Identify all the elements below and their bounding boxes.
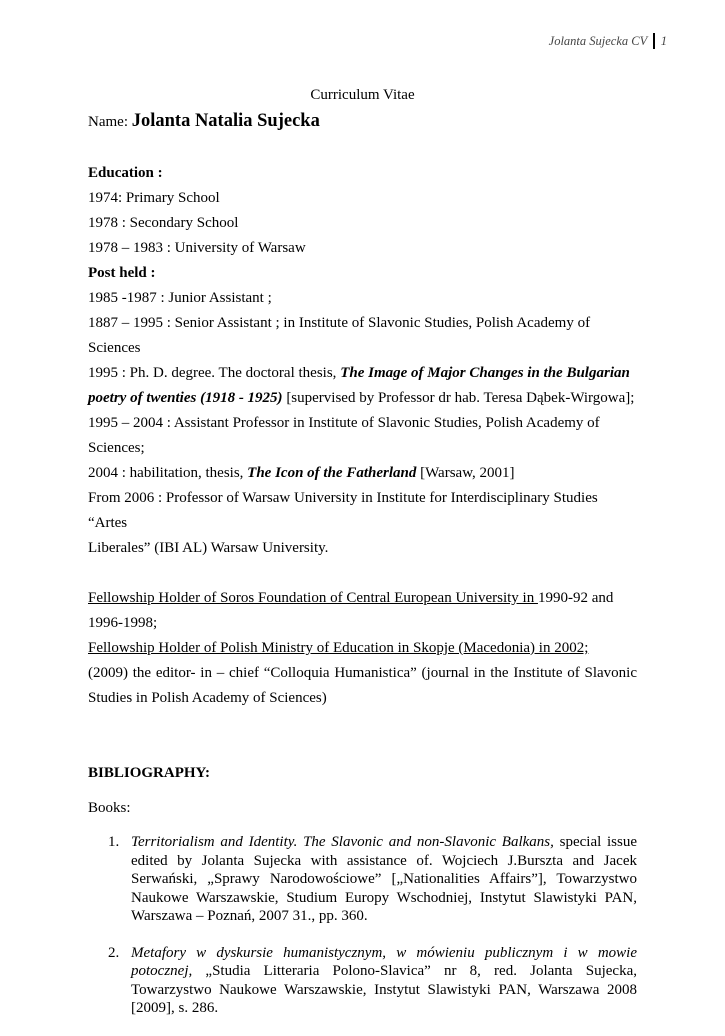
book-entry [131,833,637,926]
document-title: Curriculum Vitae [310,87,415,103]
document-body [88,83,637,1036]
post-item: 1995 – 2004 : Assistant Professor in Institute of Slavonic Studies, Polish Academy of [88,415,600,431]
spacer [88,711,637,736]
spacer [88,786,637,796]
phd-text: 1995 : Ph. D. degree. The doctoral thesis, [88,365,341,381]
education-item: 1974: Primary School [88,190,220,206]
post-heading: Post held : [88,265,156,281]
education-item: 1978 : Secondary School [88,215,239,231]
books-list [88,833,637,1018]
running-title: Jolanta Sujecka CV [548,33,648,48]
header-divider [653,33,655,49]
book-entry [131,944,637,1018]
list-item [88,944,637,1018]
bibliography-heading: BIBLIOGRAPHY: [88,765,210,781]
book-title: Metafory w dyskursie humanistycznym, w mówieniu publicznym i w mowie potocznej, [131,944,637,979]
fellowship-line-1-cont: 1996-1998; [88,615,158,631]
habilitation-detail: [Warsaw, 2001] [416,465,515,481]
list-number [88,833,131,926]
post-item: 1985 -1987 : Junior Assistant ; [88,290,272,306]
spacer [88,736,637,761]
name-label: Name: [88,114,128,130]
list-item [88,833,637,926]
habilitation-title: The Icon of the Fatherland [247,465,417,481]
professor-line-cont: Liberales” (IBI AL) Warsaw University. [88,540,329,556]
phd-thesis-title-cont: poetry of twenties (1918 - 1925) [88,390,283,406]
page-number: 1 [660,33,667,48]
books-label: Books: [88,800,131,816]
habilitation-text: 2004 : habilitation, thesis, [88,465,248,481]
post-item-cont: Sciences; [88,440,145,456]
fellowship-line-1 [88,586,637,611]
fellowship-soros: Fellowship Holder of Soros Foundation of Central European University in [88,590,538,606]
list-number [88,944,131,1018]
list-number-text: 1. [108,834,120,850]
phd-line-1 [88,361,637,386]
spacer [88,561,637,586]
name-line [88,108,637,136]
fellowship-soros-years: 1990-92 and [537,590,614,606]
book-details: „Studia Litteraria Polono-Slavica” nr 8, red. Jolanta Sujecka, Towarzystwo Naukowe Warszawskie, Instytut Slawistyki PAN, Warszawa 2008 [2009], s. 286. [131,963,637,1016]
editor-line-cont: Studies in Polish Academy of Sciences) [88,690,327,706]
editor-line: (2009) the editor- in – chief “Colloquia Humanistica” (journal in the Institute of Slavonic [88,665,637,681]
book-title: Territorialism and Identity. The Slavonic and non-Slavonic Balkans, [131,834,554,850]
habilitation-line [88,461,637,486]
post-item: 1887 – 1995 : Senior Assistant ; in Institute of Slavonic Studies, Polish Academy of Sciences [88,315,591,356]
education-heading: Education : [88,165,163,181]
person-name: Jolanta Natalia Sujecka [131,111,320,131]
professor-line: From 2006 : Professor of Warsaw University in Institute for Interdisciplinary Studies “Artes [88,490,598,531]
fellowship-ministry: Fellowship Holder of Polish Ministry of Education in Skopje (Macedonia) in 2002; [88,640,589,656]
phd-thesis-title: The Image of Major Changes in the Bulgarian [340,365,630,381]
list-number-text: 2. [108,944,120,961]
education-item: 1978 – 1983 : University of Warsaw [88,240,306,256]
running-header [549,33,667,49]
phd-supervisor: [supervised by Professor dr hab. Teresa Dąbek-Wirgowa]; [282,390,635,406]
book-details: special issue edited by Jolanta Sujecka with assistance of. Wojciech J.Burszta and Jacek Serwański, „Sprawy Narodowościowe” [„Nationalities Affairs”], Towarzystwo Naukowe Warszawskie, Studium Europy Wschodniej, Instytut Slawistyki PAN, Warszawa – Poznań, 2007 31., pp. 360. [131,834,638,924]
phd-line-2 [88,386,637,411]
spacer [88,136,637,161]
